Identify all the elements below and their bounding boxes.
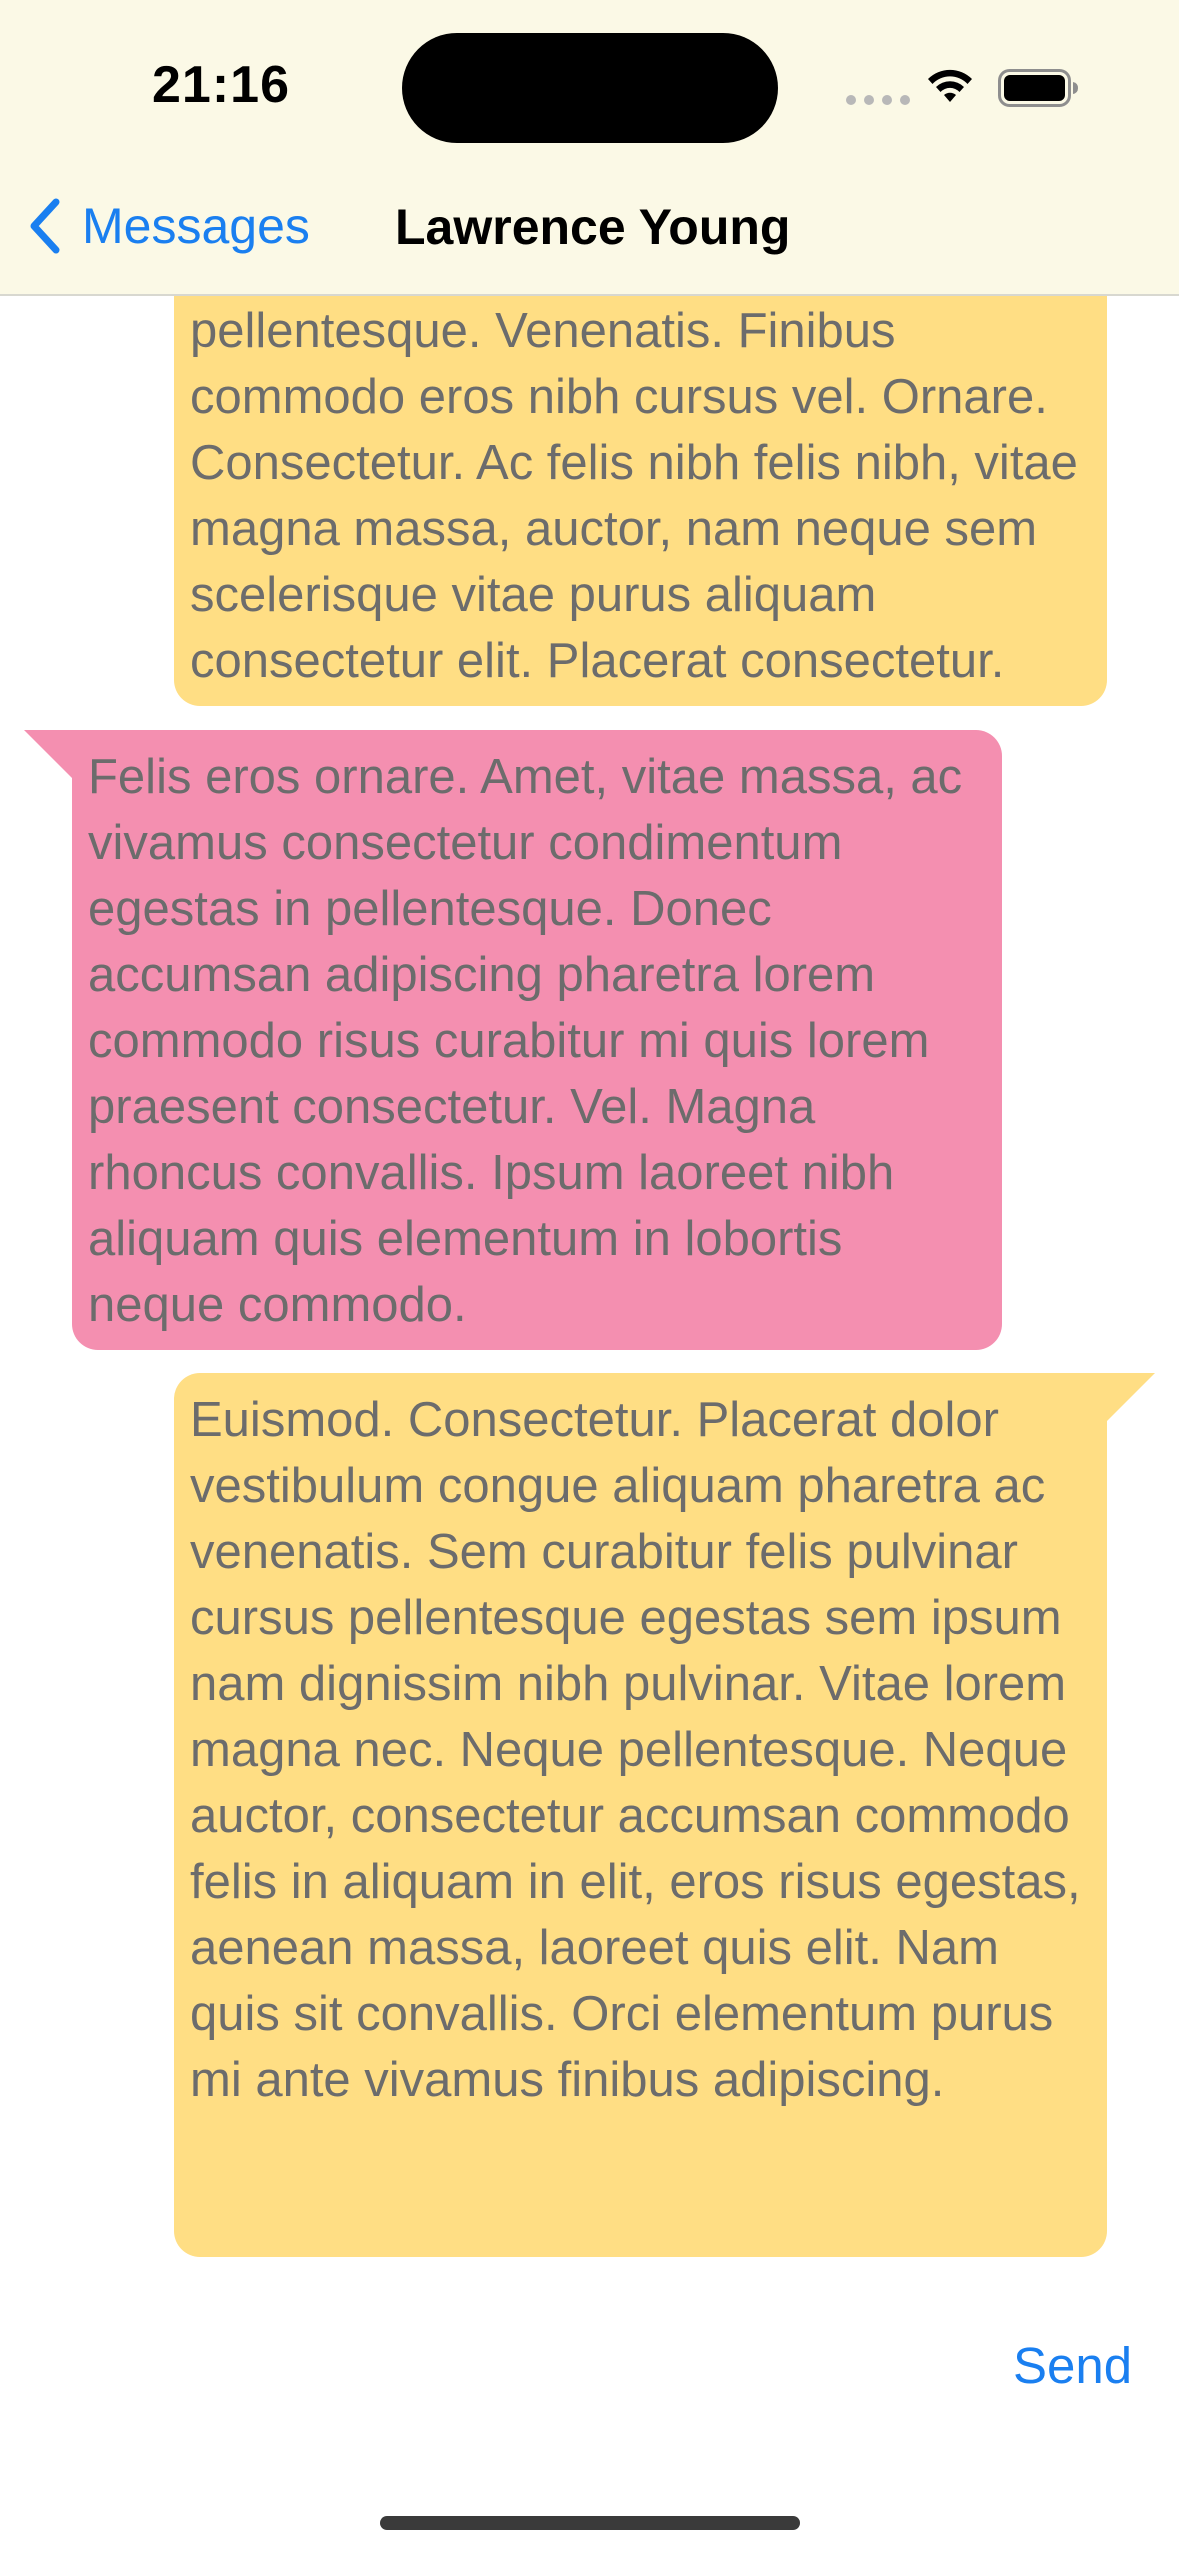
battery-icon [998,69,1080,107]
message-text: Felis eros ornare. Amet, vitae massa, ac vivamus consectetur condimentum egestas in pellentesque. Donec accumsan adipiscing pharetra lorem commodo risus curabitur mi quis lorem praesent consectetur. Vel. Magna rhoncus convallis. Ipsum laoreet nibh aliquam quis elementum in lobortis neque commodo. [88,750,963,1332]
send-button[interactable]: Send [1013,2337,1133,2394]
back-button[interactable] [26,196,310,256]
page-title: Lawrence Young [395,199,791,255]
header [0,0,1179,296]
bubble-tail-outgoing [1107,1373,1155,1421]
back-button-label: Messages [82,198,310,254]
message-bubble-outgoing[interactable] [174,294,1107,706]
dynamic-island [402,33,778,143]
message-text: Euismod. Consectetur. Placerat dolor vestibulum congue aliquam pharetra ac venenatis. Sem curabitur felis pulvinar cursus pellentesque egestas sem ipsum nam dignissim nibh pulvinar. Vitae lorem magna nec. Neque pellentesque. Neque auctor, consectetur accumsan commodo felis in aliquam in elit, eros risus egestas, aenean massa, laoreet quis elit. Nam quis sit convallis. Orci elementum purus mi ante vivamus finibus adipiscing. [190,1393,1081,2107]
message-bubble-incoming[interactable] [72,730,1002,1350]
message-text: pellentesque. Venenatis. Finibus commodo eros nibh cursus vel. Ornare. Consectetur. Ac felis nibh felis nibh, vitae magna massa, auctor, nam neque sem scelerisque vitae purus aliquam consectetur elit. Placerat consectetur. [190,304,1078,688]
bubble-tail-incoming [24,730,72,778]
message-bubble-outgoing[interactable] [174,1373,1107,2257]
home-indicator[interactable] [380,2516,800,2530]
wifi-icon [925,66,975,106]
status-time: 21:16 [152,56,290,114]
cellular-signal-icon [846,95,910,105]
chevron-left-icon [26,196,62,256]
